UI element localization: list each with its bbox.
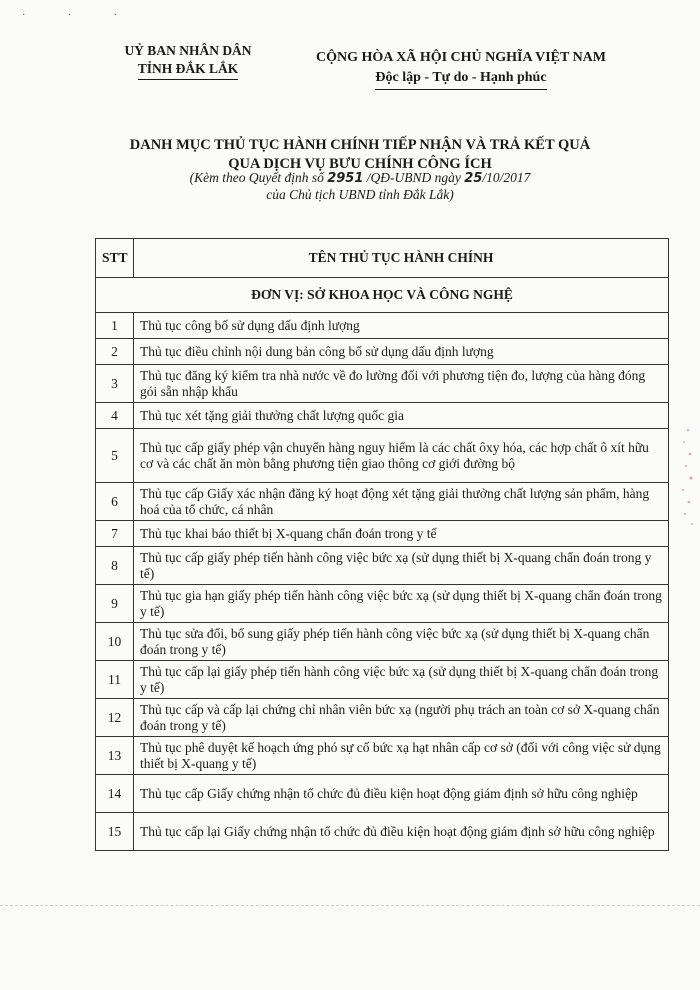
row-procedure-name: Thủ tục điều chỉnh nội dung bản công bố sử dụng dấu định lượng [134, 339, 669, 365]
table-row [96, 813, 669, 851]
table-row [96, 483, 669, 521]
table-header-row [96, 239, 669, 278]
row-procedure-name: Thủ tục gia hạn giấy phép tiến hành công việc bức xạ (sử dụng thiết bị X-quang chẩn đoán trong y tế) [134, 585, 669, 623]
row-stt: 9 [96, 585, 134, 623]
row-stt: 13 [96, 737, 134, 775]
row-procedure-name: Thủ tục cấp Giấy chứng nhận tổ chức đủ điều kiện hoạt động giám định sở hữu công nghiệp [134, 775, 669, 813]
document-title [60, 136, 660, 174]
table-row [96, 521, 669, 547]
table-row [96, 365, 669, 403]
row-procedure-name: Thủ tục đăng ký kiểm tra nhà nước về đo lường đối với phương tiện đo, lượng của hàng đóng gói sẵn nhập khẩu [134, 365, 669, 403]
national-header [296, 48, 626, 90]
national-motto-line1: CỘNG HÒA XÃ HỘI CHỦ NGHĨA VIỆT NAM [315, 50, 606, 65]
row-procedure-name: Thủ tục phê duyệt kế hoạch ứng phó sự cố bức xạ hạt nhân cấp cơ sở (đối với công việc sử dụng thiết bị X-quang y tế) [134, 737, 669, 775]
column-header-name: TÊN THỦ TỤC HÀNH CHÍNH [134, 239, 669, 278]
row-stt: 6 [96, 483, 134, 521]
handwritten-day: 25 [464, 171, 483, 186]
column-header-stt: STT [96, 239, 134, 278]
scan-fold-line [0, 905, 700, 906]
document-subtitle [60, 170, 660, 203]
row-procedure-name: Thủ tục cấp giấy phép vận chuyển hàng nguy hiểm là các chất ôxy hóa, các hợp chất ô xít hữu cơ và các chất ăn mòn bằng phương tiện giao thông cơ giới đường bộ [134, 429, 669, 483]
issuer-line2: TỈNH ĐẮK LẮK [138, 60, 239, 80]
table-row [96, 313, 669, 339]
subtitle-suffix: /10/2017 [482, 170, 531, 185]
row-procedure-name: Thủ tục khai báo thiết bị X-quang chẩn đoán trong y tế [134, 521, 669, 547]
stamp-edge-mark [674, 420, 696, 530]
table-row [96, 429, 669, 483]
row-stt: 10 [96, 623, 134, 661]
row-stt: 4 [96, 403, 134, 429]
row-stt: 1 [96, 313, 134, 339]
row-stt: 5 [96, 429, 134, 483]
row-procedure-name: Thủ tục cấp lại Giấy chứng nhận tổ chức đủ điều kiện hoạt động giám định sở hữu công nghiệp [134, 813, 669, 851]
table-row [96, 737, 669, 775]
row-stt: 15 [96, 813, 134, 851]
table-row [96, 699, 669, 737]
unit-heading: ĐƠN VỊ: SỞ KHOA HỌC VÀ CÔNG NGHỆ [96, 278, 669, 313]
row-procedure-name: Thủ tục xét tặng giải thưởng chất lượng quốc gia [134, 403, 669, 429]
row-stt: 12 [96, 699, 134, 737]
table-row [96, 661, 669, 699]
issuer-line1: UỶ BAN NHÂN DÂN [124, 43, 252, 58]
row-procedure-name: Thủ tục cấp Giấy xác nhận đăng ký hoạt động xét tặng giải thưởng chất lượng sản phẩm, hàng hoá của tổ chức, cá nhân [134, 483, 669, 521]
row-procedure-name: Thủ tục cấp giấy phép tiến hành công việc bức xạ (sử dụng thiết bị X-quang chẩn đoán trong y tế) [134, 547, 669, 585]
unit-row [96, 278, 669, 313]
subtitle-prefix: (Kèm theo Quyết định số [189, 170, 328, 185]
scan-specks: · · · [22, 10, 137, 21]
table-row [96, 339, 669, 365]
row-stt: 14 [96, 775, 134, 813]
table-row [96, 403, 669, 429]
handwritten-decision-number: 2951 [327, 171, 364, 186]
procedure-table [95, 238, 669, 851]
issuer-header [108, 42, 268, 80]
row-procedure-name: Thủ tục sửa đổi, bổ sung giấy phép tiến hành công việc bức xạ (sử dụng thiết bị X-quang chẩn đoán trong y tế) [134, 623, 669, 661]
subtitle-middle: /QĐ-UBND ngày [363, 170, 465, 185]
table-row [96, 547, 669, 585]
subtitle-line2: của Chủ tịch UBND tỉnh Đắk Lắk) [266, 187, 454, 202]
row-stt: 2 [96, 339, 134, 365]
table-row [96, 585, 669, 623]
row-stt: 11 [96, 661, 134, 699]
row-stt: 3 [96, 365, 134, 403]
national-motto-line2: Độc lập - Tự do - Hạnh phúc [375, 68, 546, 90]
row-stt: 7 [96, 521, 134, 547]
row-procedure-name: Thủ tục cấp lại giấy phép tiến hành công việc bức xạ (sử dụng thiết bị X-quang chẩn đoán trong y tế) [134, 661, 669, 699]
row-stt: 8 [96, 547, 134, 585]
row-procedure-name: Thủ tục cấp và cấp lại chứng chỉ nhân viên bức xạ (người phụ trách an toàn cơ sở X-quang chẩn đoán trong y tế) [134, 699, 669, 737]
subtitle-line1 [60, 170, 660, 187]
table-row [96, 775, 669, 813]
table-row [96, 623, 669, 661]
title-line2: QUA DỊCH VỤ BƯU CHÍNH CÔNG ÍCH [228, 156, 492, 172]
title-line1: DANH MỤC THỦ TỤC HÀNH CHÍNH TIẾP NHẬN VÀ TRẢ KẾT QUẢ [129, 137, 591, 153]
row-procedure-name: Thủ tục công bố sử dụng dấu định lượng [134, 313, 669, 339]
